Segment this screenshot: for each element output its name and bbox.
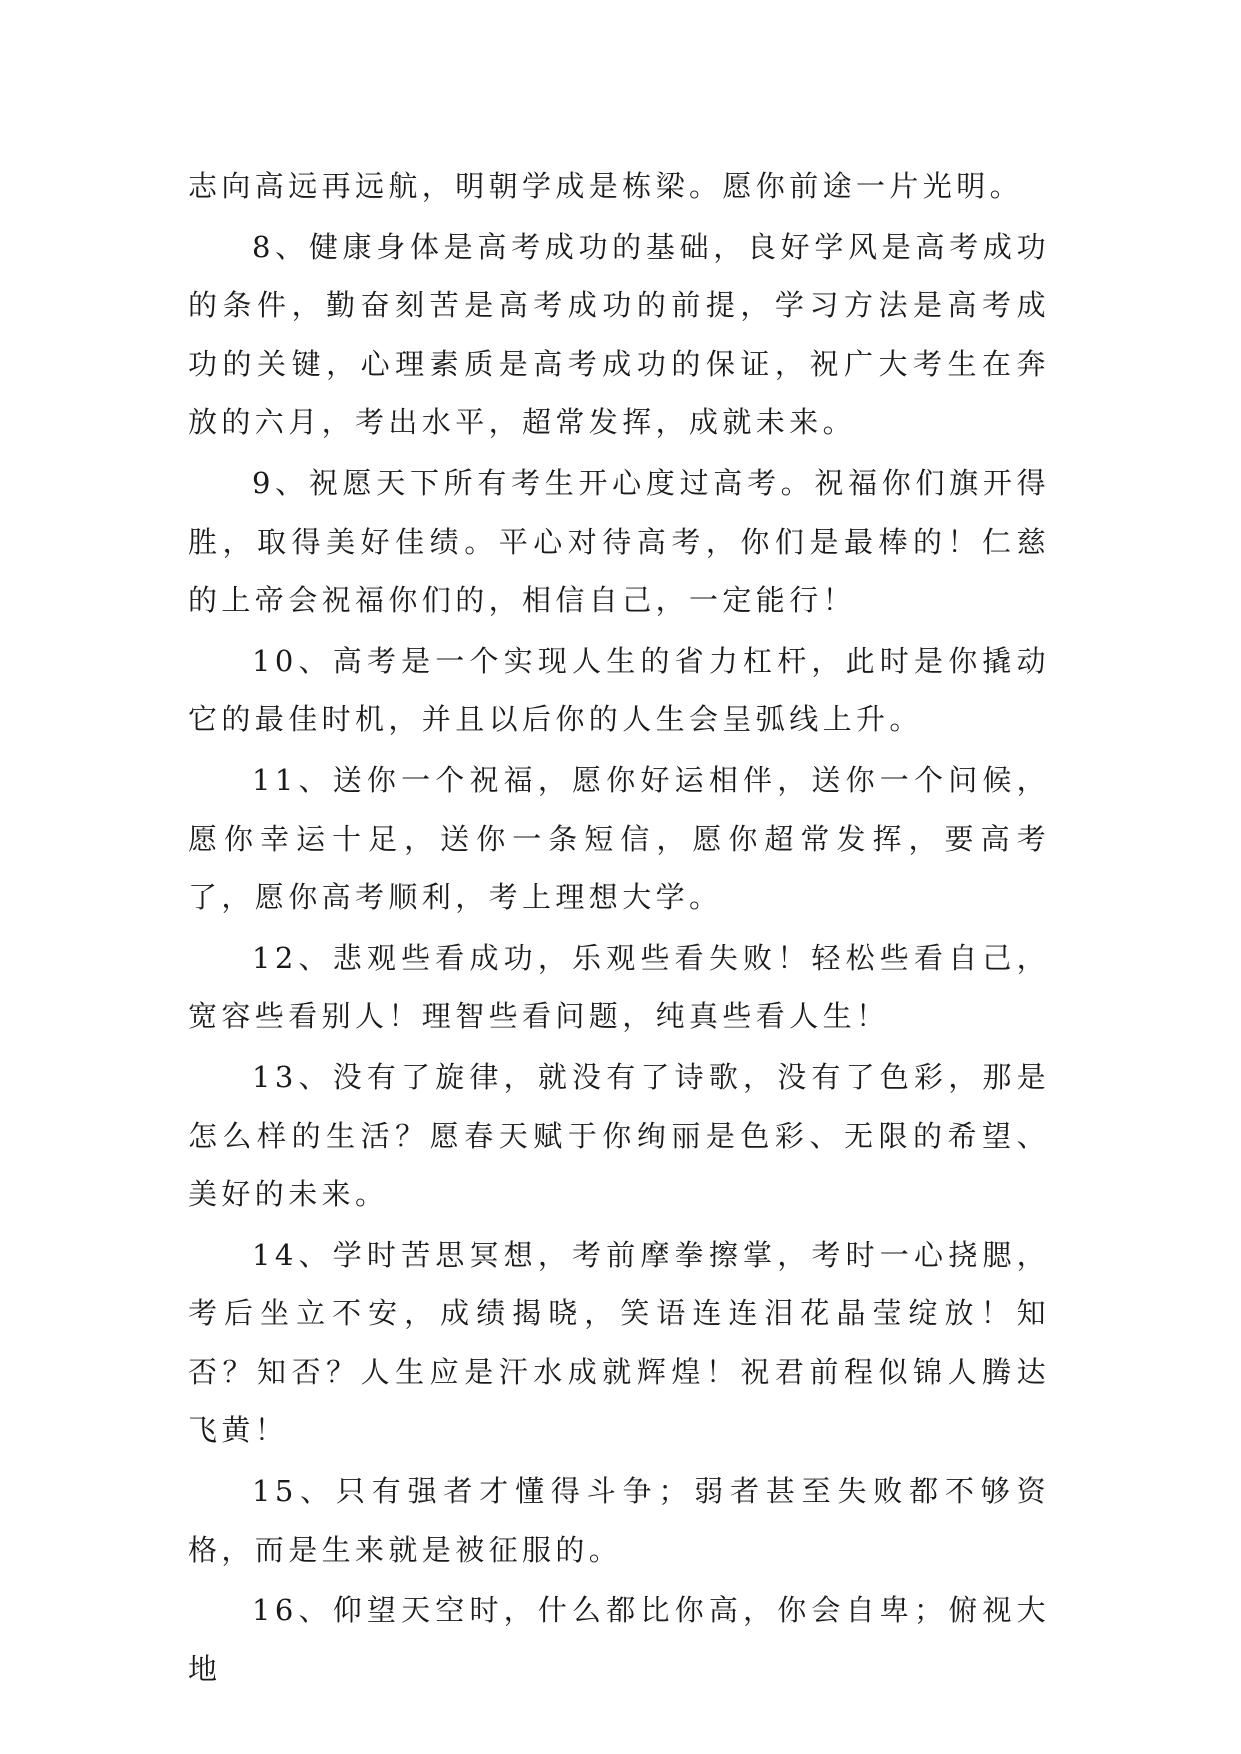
paragraph-intro-continuation: 志向高远再远航，明朝学成是栋梁。愿你前途一片光明。	[188, 169, 1024, 203]
paragraph-item-11: 11、送你一个祝福，愿你好运相伴，送你一个问候，愿你幸运十足，送你一条短信，愿你超常发挥，要高考了，愿你高考顺利，考上理想大学。	[188, 762, 1050, 915]
paragraph-item-14: 14、学时苦思冥想，考前摩拳擦掌，考时一心挠腮，考后坐立不安，成绩揭晓，笑语连连泪花晶莹绽放！知否？知否？人生应是汗水成就辉煌！祝君前程似锦人腾达飞黄！	[188, 1237, 1050, 1448]
paragraph-item-15: 15、只有强者才懂得斗争；弱者甚至失败都不够资格，而是生来就是被征服的。	[188, 1474, 1050, 1567]
document-page	[188, 157, 1050, 1700]
paragraph-item-16: 16、仰望天空时，什么都比你高，你会自卑；俯视大地	[188, 1593, 1050, 1686]
paragraph-item-13: 13、没有了旋律，就没有了诗歌，没有了色彩，那是怎么样的生活？愿春天赋于你绚丽是色彩、无限的希望、美好的未来。	[188, 1059, 1050, 1212]
paragraph-item-9: 9、祝愿天下所有考生开心度过高考。祝福你们旗开得胜，取得美好佳绩。平心对待高考，你们是最棒的！仁慈的上帝会祝福你们的，相信自己，一定能行！	[188, 465, 1050, 618]
paragraph-item-8: 8、健康身体是高考成功的基础，良好学风是高考成功的条件，勤奋刻苦是高考成功的前提，学习方法是高考成功的关键，心理素质是高考成功的保证，祝广大考生在奔放的六月，考出水平，超常发挥，成就未来。	[188, 229, 1050, 440]
paragraph-item-12: 12、悲观些看成功，乐观些看失败！轻松些看自己，宽容些看别人！理智些看问题，纯真些看人生！	[188, 940, 1050, 1034]
paragraph-item-10: 10、高考是一个实现人生的省力杠杆，此时是你撬动它的最佳时机，并且以后你的人生会呈弧线上升。	[188, 643, 1050, 737]
